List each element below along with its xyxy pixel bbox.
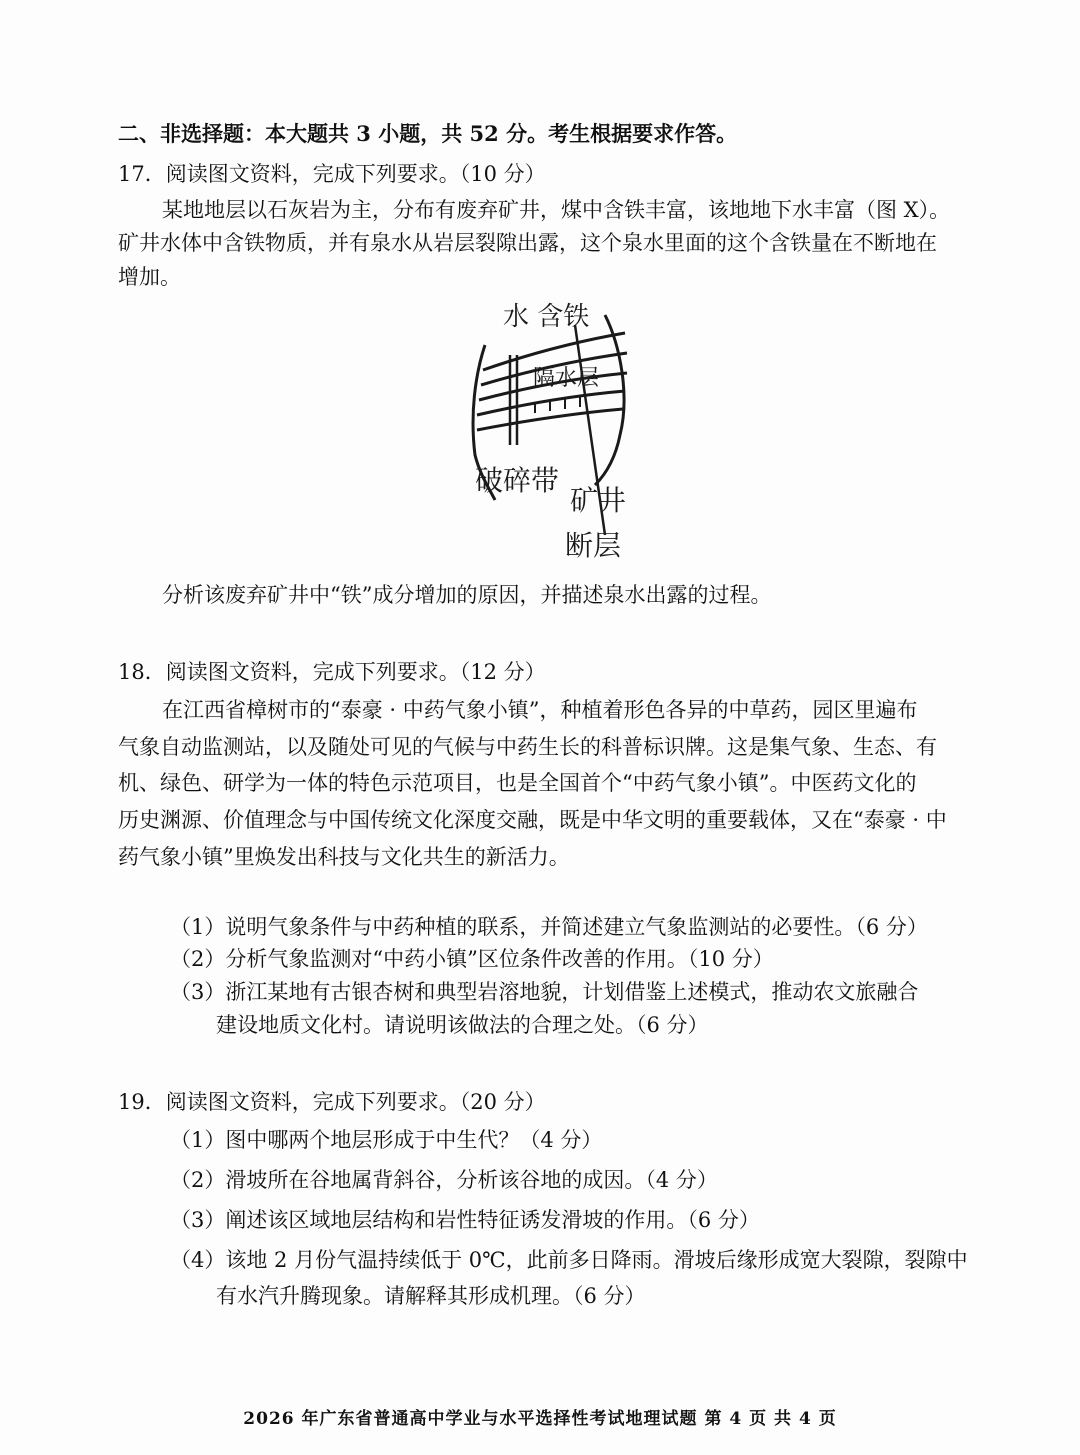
q18-para-line-1: 在江西省樟树市的“泰豪 · 中药气象小镇”，种植着形色各异的中草药，园区里遍布 <box>162 698 918 722</box>
q17-question: 分析该废弃矿井中“铁”成分增加的原因，并描述泉水出露的过程。 <box>162 583 772 607</box>
q17-para-line-3: 增加。 <box>118 265 181 289</box>
q18-para-line-3: 机、绿色、研学为一体的特色示范项目，也是全国首个“中药气象小镇”。中医药文化的 <box>118 771 917 795</box>
q18-sub-3-cont: 建设地质文化村。请说明该做法的合理之处。（6 分） <box>216 1013 709 1037</box>
figure-label-bottom: 破碎带 <box>475 464 560 497</box>
q19-sub-2: （2）滑坡所在谷地属背斜谷，分析该谷地的成因。（4 分） <box>170 1168 718 1192</box>
q18-sub-3: （3）浙江某地有古银杏树和典型岩溶地貌，计划借鉴上述模式，推动农文旅融合 <box>170 980 919 1004</box>
figure-label-fault: 断层 <box>565 529 622 562</box>
figure-label-top: 水 含铁 <box>503 302 590 332</box>
page-footer: 2026 年广东省普通高中学业与水平选择性考试地理试题 第 4 页 共 4 页 <box>243 1409 837 1429</box>
section-heading: 二、非选择题：本大题共 3 小题，共 52 分。考生根据要求作答。 <box>118 121 738 146</box>
q18-sub-2: （2）分析气象监测对“中药小镇”区位条件改善的作用。（10 分） <box>170 947 774 971</box>
figure-label-layer: 隔水层 <box>533 366 600 391</box>
q17-title: 17．阅读图文资料，完成下列要求。（10 分） <box>118 162 546 186</box>
figure-label-ore: 矿井 <box>570 484 627 517</box>
q17-handdrawn-figure <box>455 285 675 575</box>
q18-para-line-2: 气象自动监测站，以及随处可见的气候与中药生长的科普标识牌。这是集气象、生态、有 <box>118 735 937 759</box>
q19-sub-1: （1）图中哪两个地层形成于中生代？（4 分） <box>170 1128 603 1152</box>
q18-para-line-4: 历史渊源、价值理念与中国传统文化深度交融，既是中华文明的重要载体，又在“泰豪 · 中 <box>118 808 947 832</box>
q19-sub-3: （3）阐述该区域地层结构和岩性特征诱发滑坡的作用。（6 分） <box>170 1208 760 1232</box>
q18-sub-1: （1）说明气象条件与中药种植的联系，并简述建立气象监测站的必要性。（6 分） <box>170 915 928 939</box>
q17-para-line-1: 某地地层以石灰岩为主，分布有废弃矿井，煤中含铁丰富，该地地下水丰富（图 X）。 <box>162 198 951 222</box>
q18-para-line-5: 药气象小镇”里焕发出科技与文化共生的新活力。 <box>118 845 570 869</box>
q19-title: 19．阅读图文资料，完成下列要求。（20 分） <box>118 1090 546 1114</box>
hand-sketch-diagram <box>455 285 675 575</box>
q19-sub-4: （4）该地 2 月份气温持续低于 0℃，此前多日降雨。滑坡后缘形成宽大裂隙，裂隙中 <box>170 1248 968 1272</box>
q17-para-line-2: 矿井水体中含铁物质，并有泉水从岩层裂隙出露，这个泉水里面的这个含铁量在不断地在 <box>118 231 937 255</box>
q18-title: 18．阅读图文资料，完成下列要求。（12 分） <box>118 660 546 684</box>
q19-sub-4-cont: 有水汽升腾现象。请解释其形成机理。（6 分） <box>216 1284 646 1308</box>
